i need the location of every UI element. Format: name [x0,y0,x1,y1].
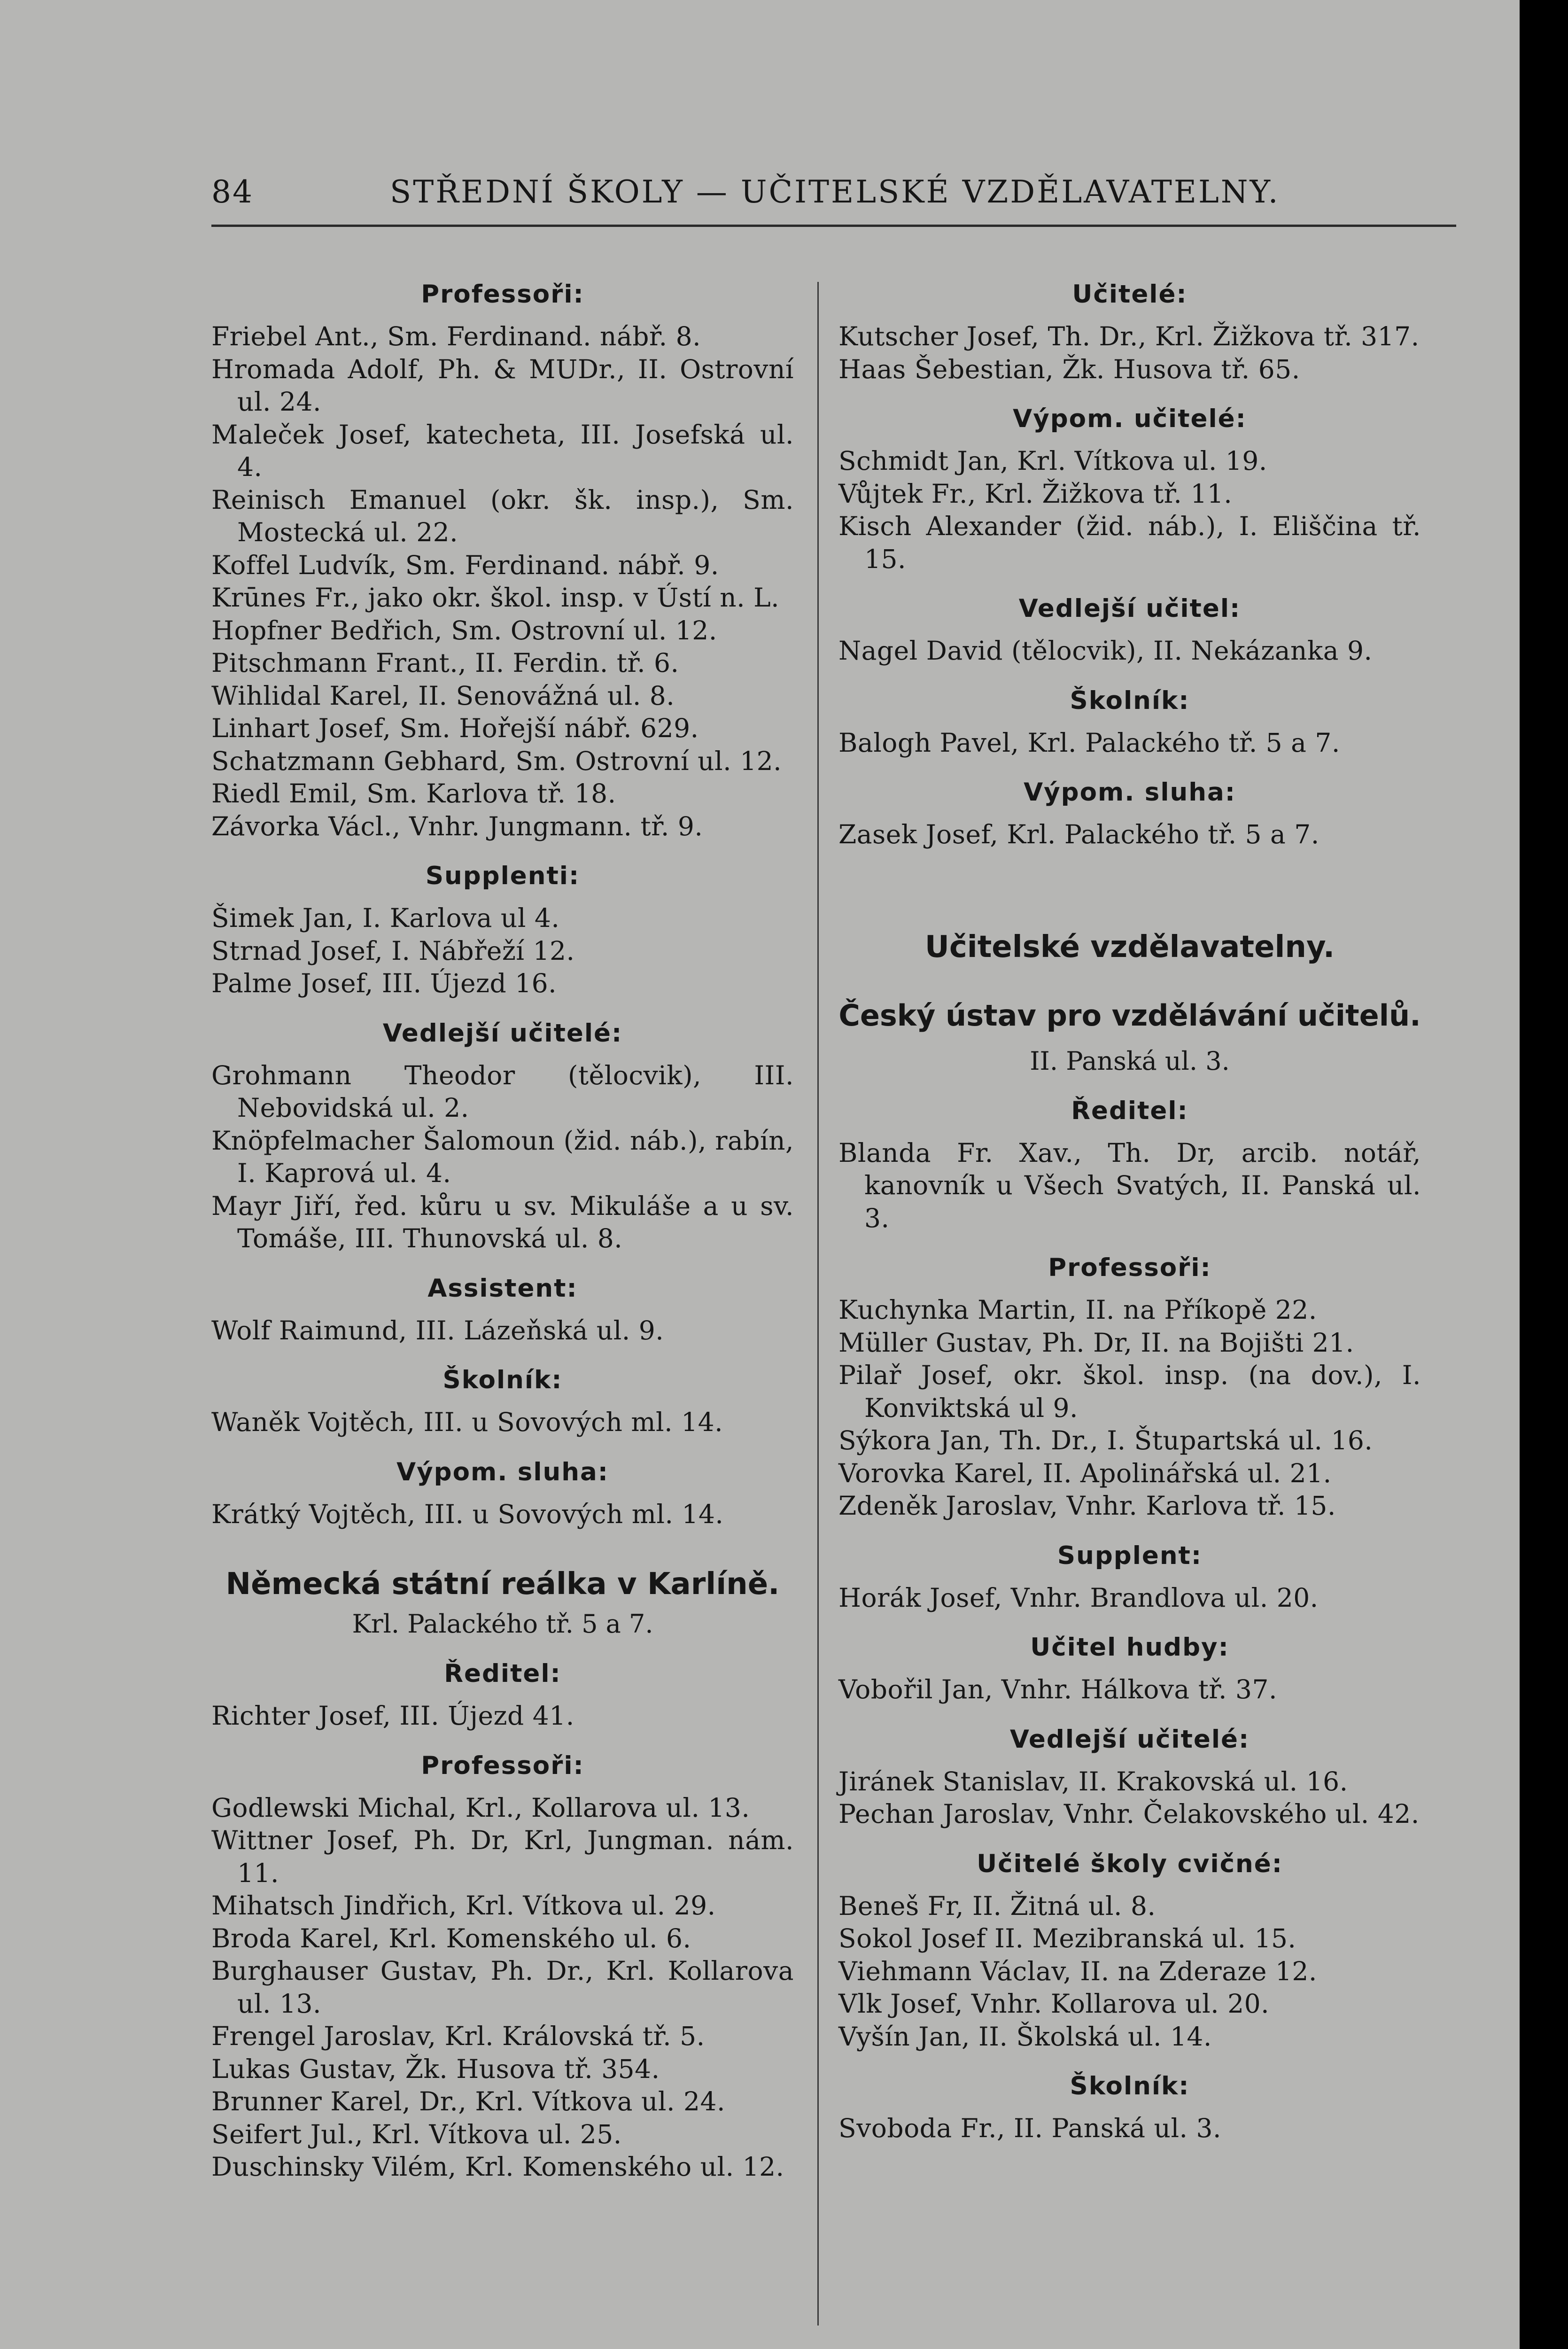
header-rule [211,225,1456,227]
directory-entry: Závorka Václ., Vnhr. Jungmann. tř. 9. [211,811,703,841]
section-heading: Vedlejší učitelé: [1009,1725,1250,1754]
school-title: Německá státní reálka v Karlíně. [225,1567,780,1602]
entry-list [838,1137,1421,1235]
entry-list [211,320,794,843]
directory-entry: Riedl Emil, Sm. Karlova tř. 18. [211,778,616,809]
directory-entry: Balogh Pavel, Krl. Palackého tř. 5 a 7. [838,727,1340,758]
directory-entry: Mayr Jiří, řed. kůru u sv. Mikuláše a u sv. Tomáše, III. Thunovská ul. 8. [211,1190,794,1253]
entry-list [838,635,1421,668]
entry-list [838,320,1421,386]
directory-entry: Lukas Gustav, Žk. Husova tř. 354. [211,2053,660,2084]
entry-list [211,902,794,1000]
directory-entry: Zdeněk Jaroslav, Vnhr. Karlova tř. 15. [838,1491,1336,1521]
left-column [211,277,794,2184]
section-heading: Supplent: [1057,1541,1203,1570]
directory-entry: Kuchynka Martin, II. na Příkopě 22. [838,1295,1317,1325]
directory-entry: Schatzmann Gebhard, Sm. Ostrovní ul. 12. [211,746,782,776]
directory-entry: Seifert Jul., Krl. Vítkova ul. 25. [211,2119,622,2149]
directory-entry: Blanda Fr. Xav., Th. Dr, arcib. notář, kanovník u Všech Svatých, II. Panská ul. 3. [838,1137,1421,1233]
entry-list [838,1766,1421,1831]
directory-entry: Nagel David (tělocvik), II. Nekázanka 9. [838,636,1373,666]
chapter-title: Učitelské vzdělavatelny. [924,929,1335,964]
directory-entry: Krátký Vojtěch, III. u Sovových ml. 14. [211,1499,724,1529]
directory-entry: Vorovka Karel, II. Apolinářská ul. 21. [838,1458,1332,1488]
directory-entry: Friebel Ant., Sm. Ferdinand. nábř. 8. [211,321,701,351]
directory-entry: Svoboda Fr., II. Panská ul. 3. [838,2113,1221,2143]
column-divider [817,282,819,2326]
directory-entry: Waněk Vojtěch, III. u Sovových ml. 14. [211,1407,723,1437]
directory-entry: Sýkora Jan, Th. Dr., I. Štupartská ul. 16. [838,1425,1373,1455]
entry-list [211,1059,794,1255]
directory-entry: Horák Josef, Vnhr. Brandlova ul. 20. [838,1582,1319,1613]
directory-entry: Linhart Josef, Sm. Hořejší nábř. 629. [211,713,699,743]
directory-entry: Kisch Alexander (žid. náb.), I. Eliščina tř. 15. [838,511,1421,574]
directory-entry: Zasek Josef, Krl. Palackého tř. 5 a 7. [838,819,1320,849]
section-heading: Ředitel: [444,1659,561,1688]
directory-entry: Reinisch Emanuel (okr. šk. insp.), Sm. Mostecká ul. 22. [211,484,794,547]
section-heading: Professoři: [421,1751,584,1780]
section-heading: Professoři: [1048,1253,1211,1282]
section-heading: Školník: [442,1366,563,1394]
directory-entry: Vobořil Jan, Vnhr. Hálkova tř. 37. [838,1674,1277,1704]
directory-entry: Krūnes Fr., jako okr. škol. insp. v Ústí n. L. [211,583,780,613]
directory-entry: Wihlidal Karel, II. Senovážná ul. 8. [211,680,675,711]
directory-entry: Richter Josef, III. Újezd 41. [211,1701,574,1731]
entry-list [211,1498,794,1531]
directory-entry: Knöpfelmacher Šalomoun (žid. náb.), rabín, I. Kaprová ul. 4. [211,1125,794,1188]
directory-entry: Beneš Fr, II. Žitná ul. 8. [838,1890,1156,1921]
section-heading: Školník: [1070,686,1190,715]
entry-list [211,1315,794,1347]
directory-entry: Mihatsch Jindřich, Krl. Vítkova ul. 29. [211,1890,716,1921]
directory-entry: Wittner Josef, Ph. Dr, Krl, Jungman. nám. 11. [211,1825,794,1888]
directory-entry: Vlk Josef, Vnhr. Kollarova ul. 20. [838,1989,1270,2019]
entry-list [211,1792,794,2184]
section-heading: Výpom. sluha: [396,1457,609,1486]
directory-entry: Pitschmann Frant., II. Ferdin. tř. 6. [211,648,679,678]
directory-entry: Palme Josef, III. Újezd 16. [211,968,557,998]
school-address: Krl. Palackého tř. 5 a 7. [352,1609,653,1639]
section-heading: Ředitel: [1071,1096,1188,1125]
directory-entry: Müller Gustav, Ph. Dr, II. na Bojišti 21. [838,1327,1354,1358]
entry-list [838,1673,1421,1706]
entry-list [838,445,1421,576]
school-title: Český ústav pro vzdělávání učitelů. [838,998,1421,1033]
section-heading: Učitelé: [1072,280,1188,309]
directory-entry: Burghauser Gustav, Ph. Dr., Krl. Kollarova ul. 13. [211,1956,794,2019]
section-heading: Vedlejší učitelé: [382,1019,623,1048]
directory-entry: Godlewski Michal, Krl., Kollarova ul. 13. [211,1792,750,1823]
directory-entry: Sokol Josef II. Mezibranská ul. 15. [838,1923,1296,1953]
section-heading: Vedlejší učitel: [1018,594,1241,623]
school-address: II. Panská ul. 3. [1030,1046,1230,1076]
directory-entry: Kutscher Josef, Th. Dr., Krl. Žižkova tř. 317. [838,321,1420,351]
section-heading: Professoři: [421,280,584,309]
section-heading: Učitelé školy cvičné: [977,1849,1283,1878]
section-heading: Školník: [1070,2072,1190,2100]
directory-entry: Grohmann Theodor (tělocvik), III. Nebovidská ul. 2. [211,1060,794,1123]
directory-entry: Pilař Josef, okr. škol. insp. (na dov.), I. Konviktská ul 9. [838,1360,1421,1423]
directory-entry: Šimek Jan, I. Karlova ul 4. [211,903,560,933]
entry-list [838,818,1421,851]
page-number: 84 [211,174,254,210]
directory-entry: Viehmann Václav, II. na Zderaze 12. [838,1956,1317,1986]
directory-entry: Broda Karel, Krl. Komenského ul. 6. [211,1923,691,1953]
directory-entry: Hopfner Bedřich, Sm. Ostrovní ul. 12. [211,615,717,646]
directory-entry: Koffel Ludvík, Sm. Ferdinand. nábř. 9. [211,550,719,580]
section-heading: Assistent: [427,1274,578,1303]
section-heading: Výpom. sluha: [1024,778,1236,807]
entry-list [838,727,1421,760]
directory-entry: Maleček Josef, katecheta, III. Josefská ul. 4. [211,419,794,482]
directory-entry: Hromada Adolf, Ph. & MUDr., II. Ostrovní ul. 24. [211,354,794,417]
directory-entry: Schmidt Jan, Krl. Vítkova ul. 19. [838,446,1267,476]
entry-list [838,1582,1421,1615]
right-column [838,277,1421,2145]
section-heading: Výpom. učitelé: [1013,404,1247,433]
running-title: STŘEDNÍ ŠKOLY — UČITELSKÉ VZDĚLAVATELNY. [390,174,1280,210]
directory-entry: Wolf Raimund, III. Lázeňská ul. 9. [211,1315,664,1346]
directory-entry: Brunner Karel, Dr., Krl. Vítkova ul. 24. [211,2086,725,2116]
entry-list [838,2112,1421,2145]
entry-list [838,1890,1421,2053]
directory-entry: Strnad Josef, I. Nábřeží 12. [211,935,575,966]
directory-entry: Haas Šebestian, Žk. Husova tř. 65. [838,354,1300,384]
directory-entry: Vůjtek Fr., Krl. Žižkova tř. 11. [838,478,1233,509]
directory-entry: Pechan Jaroslav, Vnhr. Čelakovského ul. 42. [838,1799,1420,1829]
directory-entry: Duschinsky Vilém, Krl. Komenského ul. 12. [211,2152,784,2182]
page-header [211,174,1466,221]
entry-list [211,1406,794,1439]
section-heading: Supplenti: [425,862,580,890]
section-heading: Učitel hudby: [1030,1633,1229,1662]
entry-list [838,1294,1421,1523]
directory-entry: Vyšín Jan, II. Školská ul. 14. [838,2021,1212,2052]
directory-entry: Jiránek Stanislav, II. Krakovská ul. 16. [838,1766,1348,1797]
entry-list [211,1700,794,1733]
directory-entry: Frengel Jaroslav, Krl. Královská tř. 5. [211,2021,705,2051]
